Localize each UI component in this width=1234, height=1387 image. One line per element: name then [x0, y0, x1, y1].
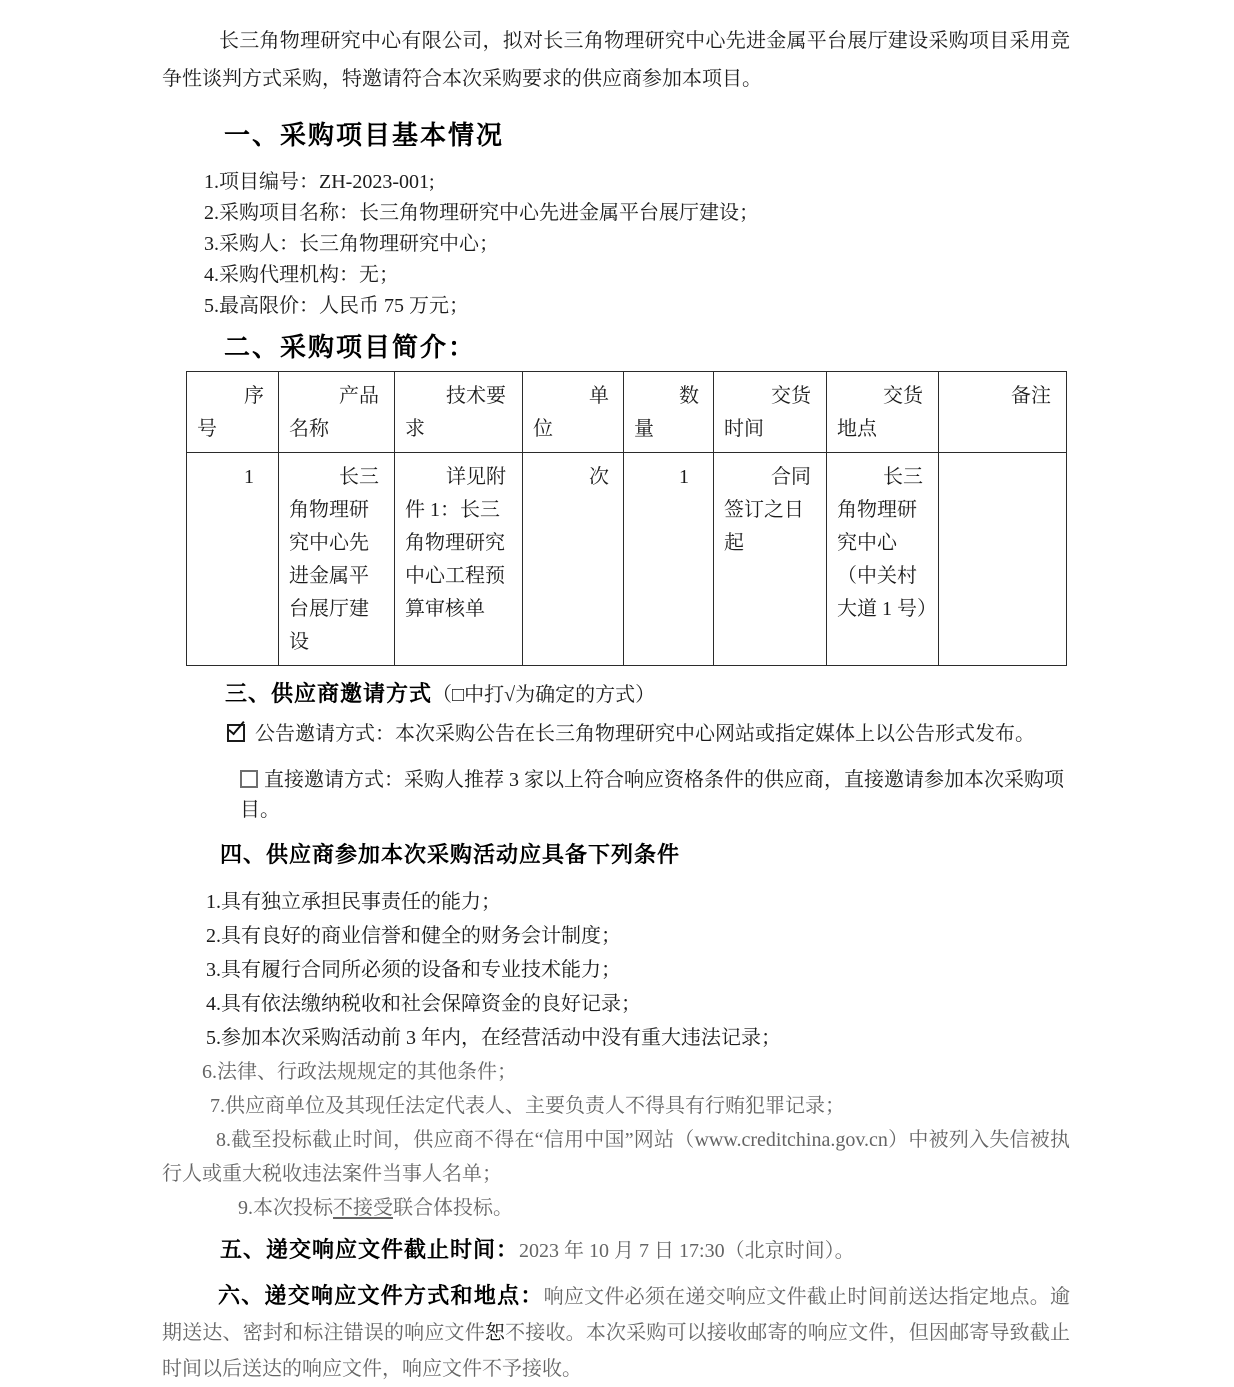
condition-item-9-post: 联合体投标。	[393, 1197, 513, 1219]
info-item-2: 2.采购项目名称：长三角物理研究中心先进金属平台展厅建设；	[204, 202, 759, 224]
section3-heading	[225, 680, 1070, 709]
info-item-3: 3.采购人：长三角物理研究中心；	[204, 233, 499, 255]
col-header-tech: 技术要求	[395, 372, 523, 453]
section3-heading-bold: 三、供应商邀请方式	[225, 681, 433, 706]
col-header-product: 产品名称	[279, 372, 395, 453]
section6-body-pre: 响应文件必须在递交响应文件截止时间前送达指定地点。逾期送达、密封和标注错误的响应文件	[162, 1286, 1070, 1344]
col-header-delivery-place: 交货地点	[827, 372, 939, 453]
cell-seq: 1	[187, 453, 279, 666]
condition-item-7: 7.供应商单位及其现任法定代表人、主要负责人不得具有行贿犯罪记录；	[210, 1095, 845, 1117]
checked-checkbox-icon[interactable]	[227, 724, 245, 742]
condition-item-9-underlined: 不接受	[333, 1197, 393, 1219]
section4-heading: 四、供应商参加本次采购活动应具备下列条件	[220, 842, 681, 867]
info-item-4: 4.采购代理机构：无；	[204, 264, 399, 286]
col-header-unit: 单位	[523, 372, 624, 453]
check-mark-icon	[228, 718, 244, 736]
condition-item-9	[162, 1191, 1070, 1225]
cell-tech: 详见附件 1：长三角物理研究中心工程预算审核单	[395, 453, 523, 666]
intro-paragraph: 长三角物理研究中心有限公司，拟对长三角物理研究中心先进金属平台展厅建设采购项目采用竞争性谈判方式采购，特邀请符合本次采购要求的供应商参加本项目。	[162, 30, 1070, 90]
section5-line	[220, 1235, 1070, 1266]
condition-item-5: 5.参加本次采购活动前 3 年内，在经营活动中没有重大违法记录；	[206, 1027, 781, 1049]
table-row	[187, 453, 1067, 666]
option-direct-invite	[240, 765, 1070, 825]
condition-item-1: 1.具有独立承担民事责任的能力；	[206, 891, 501, 913]
col-header-qty: 数量	[624, 372, 714, 453]
deadline-text: 2023 年 10 月 7 日 17:30（北京时间）。	[519, 1240, 855, 1262]
condition-item-4: 4.具有依法缴纳税收和社会保障资金的良好记录；	[206, 993, 641, 1015]
condition-item-6: 6.法律、行政法规规定的其他条件；	[202, 1061, 517, 1083]
option-direct-text: 直接邀请方式：采购人推荐 3 家以上符合响应资格条件的供应商，直接邀请参加本次采购项目。	[240, 769, 1064, 821]
section6-body-post: 不接收。本次采购可以接收邮寄的响应文件，但因邮寄导致截止时间以后送达的响应文件，响应文件不予接收。	[162, 1322, 1071, 1380]
section6-heading: 六、递交响应文件方式和地点：	[218, 1283, 544, 1308]
table-header-row	[187, 372, 1067, 453]
cell-unit: 次	[523, 453, 624, 666]
condition-item-3: 3.具有履行合同所必须的设备和专业技术能力；	[206, 959, 621, 981]
condition-item-2: 2.具有良好的商业信誉和健全的财务会计制度；	[206, 925, 621, 947]
procurement-items-table	[186, 371, 1067, 666]
document-page	[162, 22, 1070, 1387]
col-header-seq: 序号	[187, 372, 279, 453]
section2-heading: 二、采购项目简介：	[224, 332, 477, 362]
section5-heading: 五、递交响应文件截止时间：	[220, 1237, 520, 1262]
condition-item-9-pre: 9.本次投标	[238, 1197, 333, 1219]
condition-item-8: 8.截至投标截止时间，供应商不得在“信用中国”网站（www.creditchina.gov.cn）中被列入失信被执行人或重大税收违法案件当事人名单；	[162, 1129, 1070, 1185]
section3-heading-note: （□中打√为确定的方式）	[432, 684, 656, 706]
section1-list	[162, 167, 1070, 322]
col-header-remark: 备注	[939, 372, 1067, 453]
info-item-1: 1.项目编号：ZH-2023-001;	[204, 171, 435, 193]
cell-delivery-place: 长三角物理研究中心（中关村大道 1 号）	[827, 453, 939, 666]
option-announcement-invite	[227, 719, 1070, 749]
section6-paragraph	[162, 1278, 1070, 1387]
option-announcement-text: 公告邀请方式：本次采购公告在长三角物理研究中心网站或指定媒体上以公告形式发布。	[255, 723, 1035, 745]
cell-qty: 1	[624, 453, 714, 666]
cell-delivery-time: 合同签订之日起	[714, 453, 827, 666]
col-header-delivery-time: 交货时间	[714, 372, 827, 453]
section4-list	[162, 885, 1070, 1225]
cell-product: 长三角物理研究中心先进金属平台展厅建设	[279, 453, 395, 666]
unchecked-checkbox-icon[interactable]	[240, 770, 258, 788]
section6-body-emph: 恕	[484, 1322, 506, 1344]
cell-remark	[939, 453, 1067, 666]
section1-heading: 一、采购项目基本情况	[224, 120, 505, 150]
info-item-5: 5.最高限价：人民币 75 万元；	[204, 295, 469, 317]
